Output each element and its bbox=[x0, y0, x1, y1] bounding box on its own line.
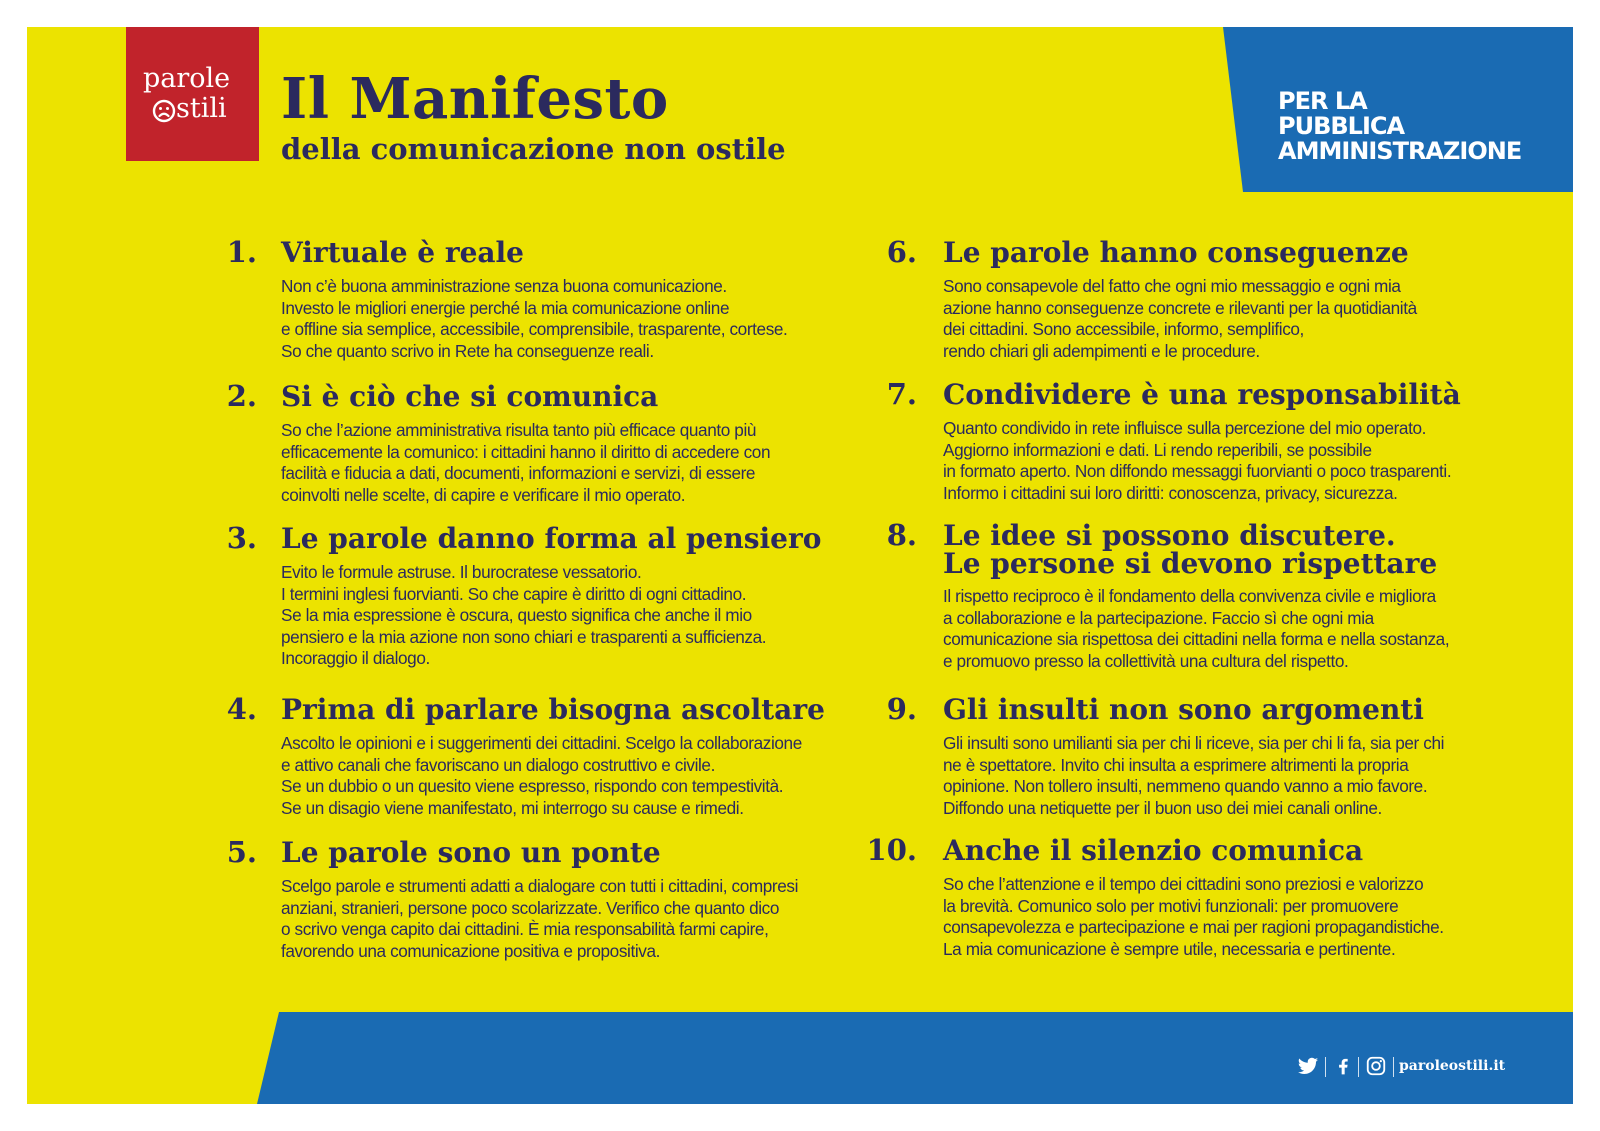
item-heading: Le parole sono un ponte bbox=[281, 836, 661, 869]
item-heading: Le persone si devono rispettare bbox=[943, 547, 1438, 580]
item-body-line: dei cittadini. Sono accessibile, informo, semplifico, bbox=[943, 319, 1304, 340]
item-heading: Gli insulti non sono argomenti bbox=[943, 693, 1424, 726]
item-body-line: facilità e fiducia a dati, documenti, informazioni e servizi, di essere bbox=[281, 463, 756, 484]
item-body-line: e offline sia semplice, accessibile, comprensibile, trasparente, cortese. bbox=[281, 319, 788, 340]
item-body bbox=[281, 562, 766, 670]
item-heading: Le parole danno forma al pensiero bbox=[281, 522, 822, 555]
footer-separator bbox=[1325, 1057, 1326, 1077]
item-body-line: Diffondo una netiquette per il buon uso dei miei canali online. bbox=[943, 797, 1382, 818]
item-body-line: Investo le migliori energie perché la mia comunicazione online bbox=[281, 297, 730, 318]
item-body-line: o scrivo venga capito dai cittadini. È mia responsabilità farmi capire, bbox=[281, 919, 769, 940]
item-body-line: e attivo canali che favoriscano un dialogo costruttivo e civile. bbox=[281, 754, 715, 775]
item-body-line: la brevità. Comunico solo per motivi funzionali: per promuovere bbox=[943, 895, 1399, 916]
parole-ostili-logo bbox=[126, 27, 259, 161]
item-body-line: Se un dubbio o un quesito viene espresso, rispondo con tempestività. bbox=[281, 776, 784, 797]
facebook-icon[interactable] bbox=[1333, 1054, 1353, 1078]
item-body-line: Non c’è buona amministrazione senza buona comunicazione. bbox=[281, 276, 727, 296]
audience-line: AMMINISTRAZIONE bbox=[1278, 137, 1522, 165]
item-heading: Condividere è una responsabilità bbox=[943, 378, 1461, 411]
instagram-icon[interactable] bbox=[1365, 1054, 1387, 1078]
item-heading: Le idee si possono discutere. bbox=[943, 519, 1396, 552]
item-body-line: opinione. Non tollero insulti, nemmeno quando vanno a mio favore. bbox=[943, 776, 1428, 797]
item-number: 1. bbox=[226, 235, 257, 269]
manifesto-poster bbox=[27, 27, 1573, 1104]
item-body-line: in formato aperto. Non diffondo messaggi fuorvianti o poco trasparenti. bbox=[943, 461, 1452, 482]
item-body-line: Quanto condivido in rete influisce sulla percezione del mio operato. bbox=[943, 418, 1426, 438]
item-heading: Prima di parlare bisogna ascoltare bbox=[281, 693, 825, 726]
item-body-line: pensiero e la mia azione non sono chiari e trasparenti a sufficienza. bbox=[281, 626, 767, 647]
item-body-line: Ascolto le opinioni e i suggerimenti dei cittadini. Scelgo la collaborazione bbox=[281, 733, 802, 753]
audience-line: PUBBLICA bbox=[1278, 112, 1405, 140]
item-body-line: Se la mia espressione è oscura, questo significa che anche il mio bbox=[281, 605, 752, 626]
item-body-line: So che quanto scrivo in Rete ha conseguenze reali. bbox=[281, 340, 654, 361]
audience-line: PER LA bbox=[1278, 87, 1367, 115]
website-link[interactable]: paroleostili.it bbox=[1399, 1058, 1506, 1074]
twitter-icon[interactable] bbox=[1297, 1054, 1319, 1078]
item-body-line: Informo i cittadini sui loro diritti: conoscenza, privacy, sicurezza. bbox=[943, 482, 1398, 503]
item-body-line: I termini inglesi fuorvianti. So che capire è diritto di ogni cittadino. bbox=[281, 583, 747, 604]
item-heading: Virtuale è reale bbox=[281, 236, 524, 269]
logo-word-stili: stili bbox=[176, 93, 227, 124]
item-number: 10. bbox=[866, 833, 917, 867]
item-body-line: anziani, stranieri, persone poco scolarizzate. Verifico che quanto dico bbox=[281, 897, 780, 918]
item-heading: Si è ciò che si comunica bbox=[281, 380, 659, 413]
item-number: 4. bbox=[226, 692, 257, 726]
item-body bbox=[943, 586, 1449, 672]
item-number: 5. bbox=[226, 835, 257, 869]
item-body bbox=[943, 733, 1444, 819]
item-body bbox=[943, 418, 1451, 504]
logo-word-parole: parole bbox=[143, 63, 231, 94]
item-number: 8. bbox=[886, 518, 917, 552]
item-body-line: comunicazione sia rispettosa dei cittadini nella forma e nella sostanza, bbox=[943, 629, 1450, 650]
item-number: 9. bbox=[886, 692, 917, 726]
item-body-line: ne è spettatore. Invito chi insulta a esprimere altrimenti la propria bbox=[943, 754, 1409, 775]
item-number: 3. bbox=[226, 521, 257, 555]
item-body bbox=[943, 276, 1417, 362]
item-body-line: consapevolezza e partecipazione e mai per ragioni propagandistiche. bbox=[943, 917, 1444, 938]
audience-label bbox=[1278, 89, 1568, 164]
item-body-line: Incoraggio il dialogo. bbox=[281, 648, 430, 669]
item-body-line: e promuovo presso la collettività una cultura del rispetto. bbox=[943, 650, 1349, 671]
item-body bbox=[281, 276, 787, 362]
item-body-line: Aggiorno informazioni e dati. Li rendo reperibili, se possibile bbox=[943, 439, 1372, 460]
item-heading: Le parole hanno conseguenze bbox=[943, 236, 1409, 269]
item-body-line: Il rispetto reciproco è il fondamento della convivenza civile e migliora bbox=[943, 586, 1436, 606]
item-body-line: efficacemente la comunico: i cittadini hanno il diritto di accedere con bbox=[281, 441, 771, 462]
item-number: 6. bbox=[886, 235, 917, 269]
item-body-line: favorendo una comunicazione positiva e propositiva. bbox=[281, 940, 660, 961]
item-body-line: rendo chiari gli adempimenti e le procedure. bbox=[943, 340, 1260, 361]
footer-separator bbox=[1358, 1057, 1359, 1077]
item-body-line: So che l’azione amministrativa risulta tanto più efficace quanto più bbox=[281, 420, 757, 440]
page-title: Il Manifesto bbox=[281, 66, 669, 132]
footer-separator bbox=[1393, 1057, 1394, 1077]
item-body bbox=[943, 874, 1444, 960]
item-body-line: Gli insulti sono umilianti sia per chi li riceve, sia per chi li fa, sia per chi bbox=[943, 733, 1445, 753]
item-body-line: a collaborazione e la partecipazione. Faccio sì che ogni mia bbox=[943, 607, 1374, 628]
item-number: 7. bbox=[886, 377, 917, 411]
frown-face-icon bbox=[152, 99, 176, 123]
item-body-line: La mia comunicazione è sempre utile, necessaria e pertinente. bbox=[943, 938, 1396, 959]
item-body bbox=[281, 420, 770, 506]
item-body-line: azione hanno conseguenze concrete e rilevanti per la quotidianità bbox=[943, 297, 1417, 318]
item-body bbox=[281, 733, 802, 819]
item-number: 2. bbox=[226, 379, 257, 413]
item-body-line: Evito le formule astruse. Il burocratese vessatorio. bbox=[281, 562, 642, 582]
item-heading: Anche il silenzio comunica bbox=[943, 834, 1364, 867]
item-body-line: coinvolti nelle scelte, di capire e verificare il mio operato. bbox=[281, 484, 686, 505]
item-body-line: Se un disagio viene manifestato, mi interrogo su cause e rimedi. bbox=[281, 797, 744, 818]
item-body-line: Scelgo parole e strumenti adatti a dialogare con tutti i cittadini, compresi bbox=[281, 876, 799, 896]
item-body bbox=[281, 876, 798, 962]
page-subtitle: della comunicazione non ostile bbox=[281, 132, 786, 166]
item-body-line: Sono consapevole del fatto che ogni mio messaggio e ogni mia bbox=[943, 276, 1401, 296]
item-body-line: So che l’attenzione e il tempo dei cittadini sono preziosi e valorizzo bbox=[943, 874, 1424, 894]
